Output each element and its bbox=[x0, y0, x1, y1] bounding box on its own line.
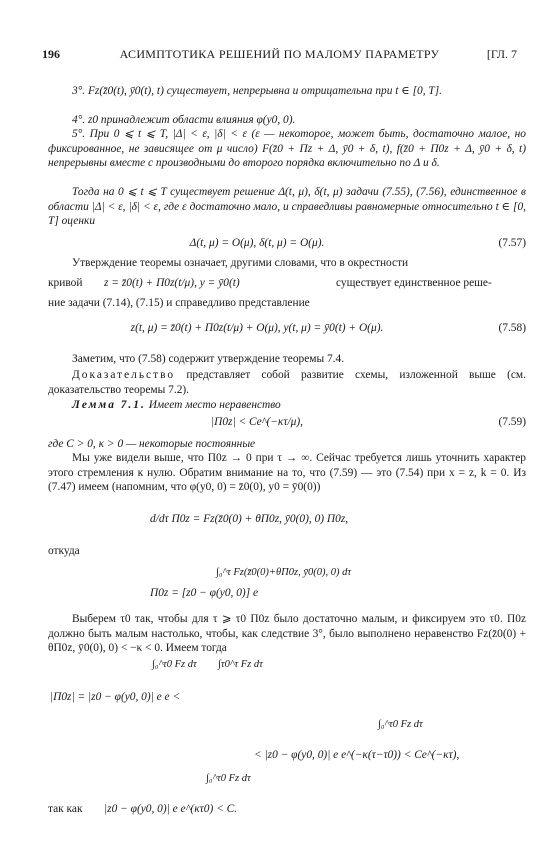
exponent-integral-4: ∫₀^τ0 Fz dτ bbox=[378, 719, 423, 730]
since-label: так как bbox=[48, 803, 83, 815]
curve-formula: z = z̄0(t) + Π0z(t/μ), y = ȳ0(t) bbox=[104, 277, 240, 289]
running-header bbox=[42, 47, 517, 63]
proof-text: представляет собой развитие схемы, изложенной выше (см. доказательство теоремы 7.2). bbox=[48, 369, 526, 396]
word-otkuda: откуда bbox=[48, 545, 80, 557]
paragraph-meaning: Утверждение теоремы означает, другими словами, что в окрестности bbox=[72, 257, 409, 269]
condition-4: 4°. z0 принадлежит области влияния φ(y0, 0). bbox=[72, 114, 296, 126]
equation-7-57 bbox=[48, 236, 526, 254]
lemma-title: Лемма 7.1. bbox=[72, 399, 146, 411]
equation-body: z(t, μ) = z̄0(t) + Π0z(t/μ) + O(μ), y(t, μ) = ȳ0(t) + O(μ). bbox=[130, 322, 384, 334]
exponent-integral-3: ∫τ0^τ Fz dτ bbox=[218, 659, 263, 670]
constants-note: где C > 0, κ > 0 — некоторые постоянные bbox=[48, 438, 256, 450]
estimate-line-2: < |z0 − φ(y0, 0)| e e^(−κ(τ−τ0)) < Ce^(−κτ), bbox=[254, 749, 460, 761]
lemma-text: Имеет место неравенство bbox=[148, 399, 281, 411]
proof-paragraph bbox=[48, 368, 526, 397]
theorem-conclusion: Тогда на 0 ⩽ t ⩽ T существует решение Δ(t, μ), δ(t, μ) задачи (7.55), (7.56), единственное в области |Δ| < ε, |δ| < ε, где ε достаточно мало, и справедливы равномерные относительно t ∈ [0, T] оценки bbox=[48, 186, 526, 227]
condition-3: 3°. Fz(z̄0(t), ȳ0(t), t) существует, непрерывна и отрицательна при t ∈ [0, T]. bbox=[72, 85, 443, 97]
equation-derivative: d/dτ Π0z = Fz(z̄0(0) + θΠ0z, ȳ0(0), 0) Π0z, bbox=[150, 513, 349, 525]
equation-number: (7.59) bbox=[498, 416, 526, 428]
estimate-line-3: |z0 − φ(y0, 0)| e e^(κτ0) < C. bbox=[104, 803, 238, 815]
lemma-line bbox=[48, 398, 526, 413]
paragraph-choose-tau0: Выберем τ0 так, чтобы для τ ⩾ τ0 Π0z было достаточно малым, и фиксируем это τ0. Π0z должно быть малым настолько, чтобы, как следствие 3°, было выполнено неравенство Fz(z̄0(0) + θΠ0z, ȳ0(0), 0) < −κ < 0. Имеем тогда bbox=[48, 613, 526, 654]
remark-theorem-7-4: Заметим, что (7.58) содержит утверждение теоремы 7.4. bbox=[72, 353, 345, 365]
curve-label: кривой bbox=[48, 277, 83, 289]
equation-number: (7.57) bbox=[498, 237, 526, 249]
equation-solution: Π0z = [z0 − φ(y0, 0)] e bbox=[150, 587, 259, 599]
paragraph-limit: Мы уже видели выше, что Π0z → 0 при τ → ∞. Сейчас требуется лишь уточнить характер этого стремления к нулю. Обратим внимание на то, что (7.59) — это (7.54) при x = z, k = 0. Из (7.47) имеем (напомним, что φ(y0, 0) = z̄0(0), y0 = ȳ0(0)) bbox=[48, 452, 526, 493]
curve-tail: существует единственное реше- bbox=[336, 277, 492, 289]
equation-body: Δ(t, μ) = O(μ), δ(t, μ) = O(μ). bbox=[189, 237, 325, 249]
running-title: АСИМПТОТИКА РЕШЕНИЙ ПО МАЛОМУ ПАРАМЕТРУ bbox=[119, 47, 440, 61]
equation-body: |Π0z| < Ce^(−κτ/μ), bbox=[210, 416, 303, 428]
equation-number: (7.58) bbox=[498, 322, 526, 334]
chapter-label: [ГЛ. 7 bbox=[486, 47, 517, 61]
equation-7-58 bbox=[48, 321, 526, 339]
exponent-integral-2: ∫₀^τ0 Fz dτ bbox=[152, 659, 197, 670]
proof-word: Доказательство bbox=[72, 369, 176, 381]
condition-5: 5°. При 0 ⩽ t ⩽ T, |Δ| < ε, |δ| < ε (ε — некоторое, может быть, достаточно малое, но фиксированное, не зависящее от μ число) F(z̄0 + Πz + Δ, ȳ0 + δ, t), f(z̄0 + Π0z + Δ, ȳ0 + δ, t) непрерывны вместе с производными до второго порядка включительно по Δ и δ. bbox=[48, 128, 526, 169]
exponent-integral-5: ∫₀^τ0 Fz dτ bbox=[206, 773, 251, 784]
paragraph-representation: ние задачи (7.14), (7.15) и справедливо представление bbox=[48, 297, 310, 309]
exponent-integral-1: ∫₀^τ Fz(z̄0(0)+θΠ0z, ȳ0(0), 0) dτ bbox=[216, 567, 352, 578]
equation-7-59 bbox=[48, 415, 526, 433]
page-number: 196 bbox=[42, 47, 60, 61]
estimate-line-1: |Π0z| = |z0 − φ(y0, 0)| e e < bbox=[50, 691, 181, 703]
